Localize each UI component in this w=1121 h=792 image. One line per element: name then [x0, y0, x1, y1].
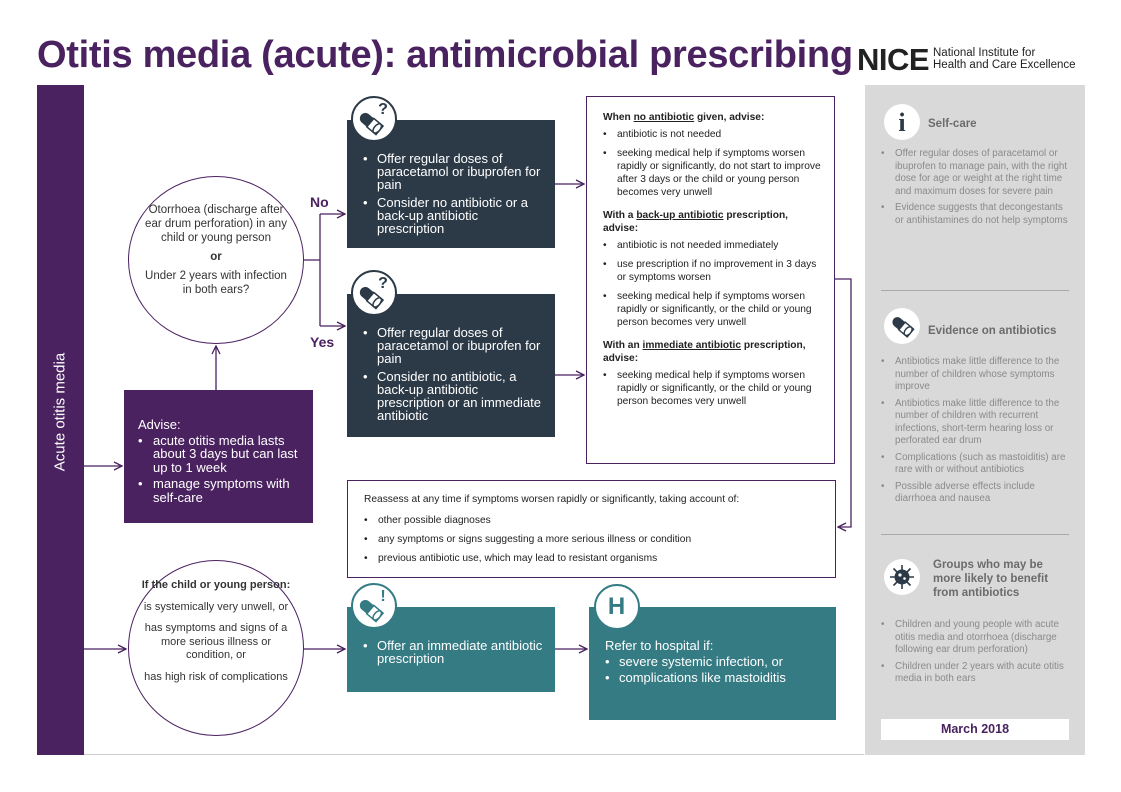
- page-title: Otitis media (acute): antimicrobial prescribing: [37, 34, 853, 76]
- bacteria-icon: [884, 559, 920, 595]
- panel-item: • Complications (such as mastoiditis) are rare with or without antibiotics: [881, 452, 1071, 477]
- advice-section-immediate-antibiotic: [603, 339, 824, 408]
- panel-item: • Possible adverse effects include diarrhoea and nausea: [881, 481, 1071, 506]
- advice-item: • antibiotic is not needed immediately: [603, 239, 824, 252]
- panel-item: • Evidence suggests that decongestants or antihistamines do not help symptoms: [881, 202, 1071, 227]
- heading-underlined: no antibiotic: [633, 112, 695, 123]
- decision-item: has symptoms and signs of a more serious illness or condition, or: [144, 622, 288, 661]
- svg-text:?: ?: [378, 101, 388, 118]
- pill-alert-icon: [351, 583, 397, 629]
- advice-item: • seeking medical help if symptoms worsen rapidly or significantly, do not start to improve after 3 days or the child or young person becomes very unwell: [603, 147, 824, 199]
- heading-part: With an: [603, 340, 643, 351]
- decision-item: is systemically very unwell, or: [143, 600, 289, 613]
- panel-item: • Offer regular doses of paracetamol or ibuprofen to manage pain, with the right dose for age or weight at the right time and maximum doses for severe pain: [881, 148, 1071, 198]
- advice-section-no-antibiotic: [603, 111, 824, 199]
- decision-text-under-2: Under 2 years with infection in both ears?: [145, 270, 287, 296]
- decision-circle-unwell: [128, 560, 304, 736]
- nice-logo-subtitle-line: National Institute for: [933, 47, 1036, 59]
- reassess-item: • any symptoms or signs suggesting a more serious illness or condition: [364, 533, 825, 546]
- decision-text-otorrhoea: Otorrhoea (discharge after ear drum perforation) in any child or young person: [145, 204, 287, 244]
- panel-item: • Children and young people with acute otitis media and otorrhoea (discharge following ear drum perforation): [881, 619, 1071, 657]
- sidebar-label-text: Acute otitis media: [51, 352, 69, 472]
- panel-list-groups: [881, 619, 1071, 690]
- treatment-item: • Offer an immediate antibiotic prescription: [363, 639, 545, 665]
- advice-section-heading: [603, 111, 824, 124]
- decision-heading: If the child or young person:: [141, 579, 291, 591]
- info-icon: [884, 104, 920, 140]
- pill-question-icon: [351, 96, 397, 142]
- heading-underlined: immediate antibiotic: [642, 340, 742, 351]
- treatment-item: • Consider no antibiotic or a back-up antibiotic prescription: [363, 196, 545, 235]
- pill-question-icon: [351, 270, 397, 316]
- pill-icon: [884, 308, 920, 344]
- advice-item: • antibiotic is not needed: [603, 128, 824, 141]
- advise-item: • acute otitis media lasts about 3 days but can last up to 1 week: [138, 434, 301, 475]
- reassess-box: [347, 480, 836, 578]
- nice-logo: NICE: [857, 42, 930, 77]
- advise-item: • manage symptoms with self-care: [138, 477, 301, 504]
- info-icon-letter: i: [898, 108, 906, 137]
- branch-label-no: No: [310, 194, 329, 210]
- advice-section-heading: [603, 339, 824, 365]
- hospital-item: • severe systemic infection, or: [605, 655, 826, 668]
- publication-date: March 2018: [881, 719, 1069, 740]
- reassess-item: • previous antibiotic use, which may lead to resistant organisms: [364, 552, 825, 565]
- panel-divider: [881, 534, 1069, 535]
- advice-box: [586, 96, 835, 464]
- advice-item: • seeking medical help if symptoms worsen rapidly or significantly, or the child or young person becomes very unwell: [603, 290, 824, 329]
- svg-text:!: !: [380, 588, 386, 605]
- advise-heading: Advise:: [138, 417, 181, 432]
- branch-label-yes: Yes: [310, 334, 335, 350]
- advise-box: [124, 390, 313, 523]
- panel-list-evidence: [881, 356, 1071, 510]
- svg-text:?: ?: [378, 275, 388, 292]
- decision-or: or: [210, 251, 222, 263]
- advice-section-heading: [603, 209, 824, 235]
- reassess-heading: Reassess at any time if symptoms worsen rapidly or significantly, taking account of:: [364, 494, 740, 505]
- hospital-item: • complications like mastoiditis: [605, 671, 826, 684]
- panel-list-self-care: [881, 148, 1071, 231]
- nice-logo-subtitle-line: Health and Care Excellence: [933, 59, 1076, 71]
- decision-circle-otorrhoea: [128, 176, 304, 344]
- treatment-item: • Consider no antibiotic, a back-up antibiotic prescription or an immediate antibiotic: [363, 370, 545, 422]
- advice-item: • use prescription if no improvement in 3 days or symptoms worsen: [603, 258, 824, 284]
- advice-section-back-up-antibiotic: [603, 209, 824, 329]
- decision-item: has high risk of complications: [144, 670, 288, 683]
- branch-split: [304, 214, 320, 326]
- hospital-icon-letter: H: [607, 593, 626, 620]
- hospital-icon: [594, 584, 640, 630]
- panel-item: • Antibiotics make little difference to the number of children whose symptoms improve: [881, 356, 1071, 394]
- reassess-item: • other possible diagnoses: [364, 514, 825, 527]
- panel-heading-groups: Groups who may be more likely to benefit from antibiotics: [933, 559, 1049, 599]
- heading-part: prescription, advise:: [603, 340, 806, 364]
- heading-part: When: [603, 112, 634, 123]
- panel-divider: [881, 290, 1069, 291]
- advice-item: • seeking medical help if symptoms worsen rapidly or significantly, or the child or young person becomes very unwell: [603, 369, 824, 408]
- treatment-item: • Offer regular doses of paracetamol or ibuprofen for pain: [363, 152, 545, 191]
- heading-part: With a: [603, 210, 637, 221]
- heading-underlined: back-up antibiotic: [636, 210, 724, 221]
- hospital-heading: Refer to hospital if:: [605, 638, 714, 653]
- panel-item: • Children under 2 years with acute otitis media in both ears: [881, 661, 1071, 686]
- panel-item: • Antibiotics make little difference to the number of children with recurrent infections, short-term hearing loss or perforated ear drum: [881, 398, 1071, 448]
- arrow-advice-to-reassess: [835, 279, 851, 527]
- panel-heading-evidence: Evidence on antibiotics: [928, 325, 1057, 337]
- heading-part: given, advise:: [694, 112, 765, 123]
- treatment-item: • Offer regular doses of paracetamol or ibuprofen for pain: [363, 326, 545, 365]
- heading-part: prescription, advise:: [603, 210, 789, 234]
- panel-heading-self-care: Self-care: [928, 118, 977, 130]
